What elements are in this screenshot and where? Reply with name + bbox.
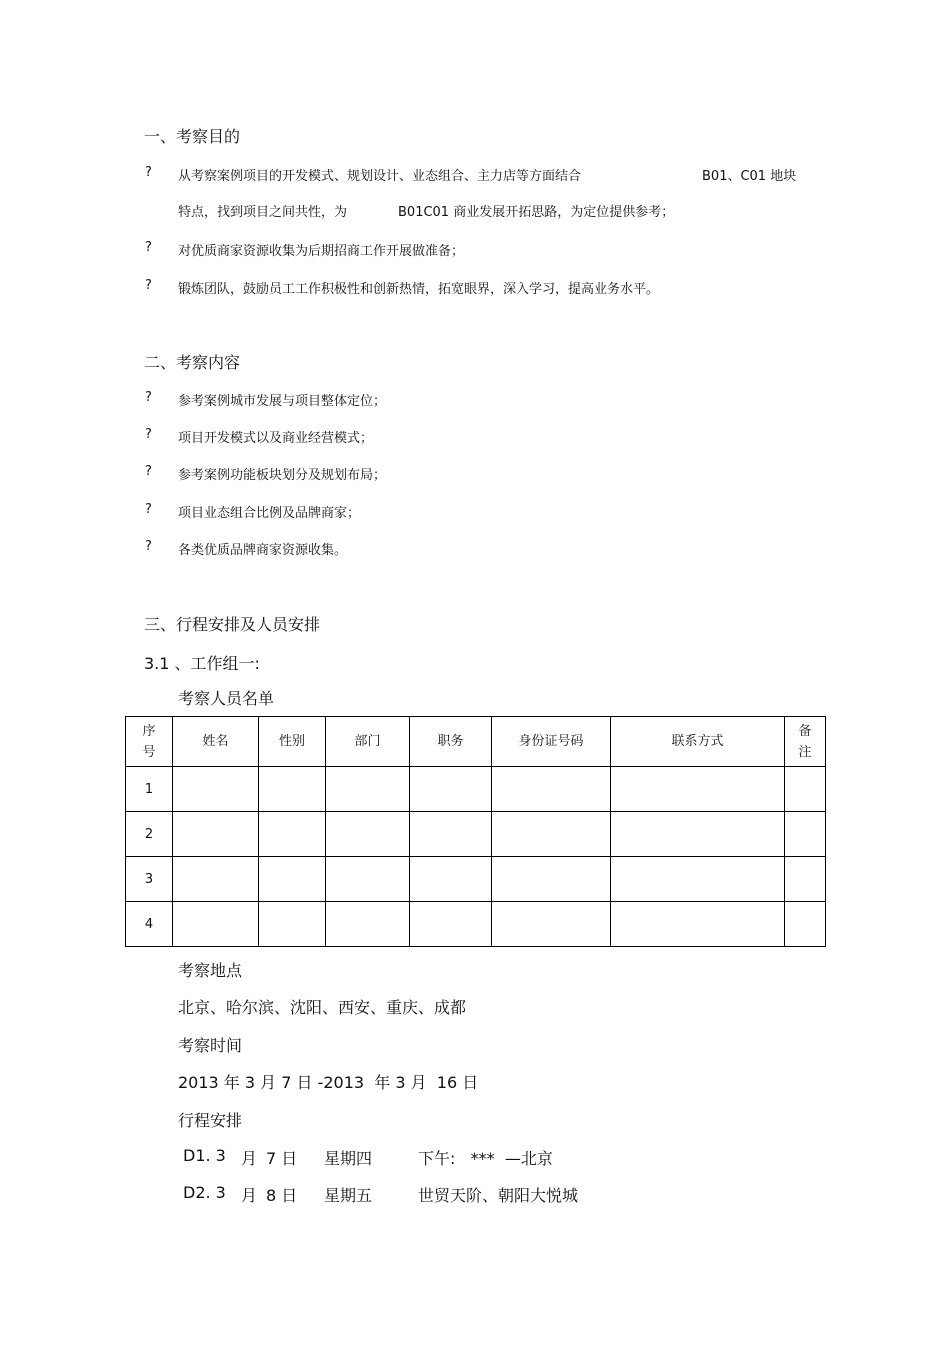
- time-label: 考察时间: [178, 1036, 243, 1055]
- section-3-title: 三、行程安排及人员安排: [144, 615, 321, 634]
- day-code: D1. 3: [183, 1146, 226, 1165]
- bullet: ?: [145, 464, 152, 479]
- s1-item-1-line-1-tail: B01、C01 地块: [702, 169, 797, 184]
- table-row: [126, 767, 826, 812]
- table-row: [126, 857, 826, 902]
- roster-table: [125, 716, 826, 947]
- plan: 下午: *** —北京: [418, 1149, 553, 1168]
- s1-item-1-line-1: 从考察案例项目的开发模式、规划设计、业态组合、主力店等方面结合: [178, 169, 582, 184]
- s1-item-1-line-2-tail: B01C01 商业发展开拓思路，为定位提供参考；: [398, 205, 675, 220]
- day-code: D2. 3: [183, 1183, 226, 1202]
- col-header-gender: 性别: [259, 717, 326, 767]
- plan: 世贸天阶、朝阳大悦城: [418, 1186, 579, 1205]
- day-of-month: 8 日: [266, 1186, 298, 1205]
- s1-item-3: 锻炼团队，鼓励员工工作积极性和创新热情，拓宽眼界，深入学习，提高业务水平。: [178, 282, 660, 297]
- s2-item-3: 参考案例功能板块划分及规划布局；: [178, 468, 387, 483]
- table-row: [126, 902, 826, 947]
- s1-item-1-line-2: 特点，找到项目之间共性，为: [178, 205, 348, 220]
- weekday: 星期五: [324, 1186, 373, 1205]
- s2-item-5: 各类优质品牌商家资源收集。: [178, 543, 348, 558]
- weekday: 星期四: [324, 1149, 373, 1168]
- col-header-name: 姓名: [173, 717, 259, 767]
- place-label: 考察地点: [178, 961, 243, 980]
- month-unit: 月: [241, 1186, 258, 1205]
- place-value: 北京、哈尔滨、沈阳、西安、重庆、成都: [178, 998, 467, 1017]
- bullet: ?: [145, 427, 152, 442]
- s1-item-2: 对优质商家资源收集为后期招商工作开展做准备；: [178, 244, 465, 259]
- subsection-title: 3.1 、工作组一:: [144, 654, 260, 673]
- s2-item-1: 参考案例城市发展与项目整体定位；: [178, 394, 387, 409]
- table-row: [126, 812, 826, 857]
- col-header-department: 部门: [326, 717, 410, 767]
- section-1-title: 一、考察目的: [144, 127, 241, 146]
- time-value: 2013 年 3 月 7 日 -2013 年 3 月 16 日: [178, 1073, 479, 1092]
- col-header-contact: 联系方式: [611, 717, 785, 767]
- row-index: 1: [126, 767, 173, 812]
- itinerary-label: 行程安排: [178, 1111, 243, 1130]
- bullet: ?: [145, 502, 152, 517]
- bullet: ?: [145, 165, 152, 180]
- col-header-id-number: 身份证号码: [492, 717, 611, 767]
- bullet: ?: [145, 390, 152, 405]
- table-header-row: [126, 717, 826, 767]
- s2-item-4: 项目业态组合比例及品牌商家；: [178, 506, 361, 521]
- bullet: ?: [145, 539, 152, 554]
- col-header-position: 职务: [410, 717, 492, 767]
- row-index: 3: [126, 857, 173, 902]
- col-header-index: 序 号: [126, 717, 173, 767]
- list-title: 考察人员名单: [178, 689, 275, 708]
- section-2-title: 二、考察内容: [144, 353, 241, 372]
- s2-item-2: 项目开发模式以及商业经营模式；: [178, 431, 374, 446]
- col-header-remarks: 备 注: [785, 717, 826, 767]
- row-index: 4: [126, 902, 173, 947]
- bullet: ?: [145, 240, 152, 255]
- day-of-month: 7 日: [266, 1149, 298, 1168]
- bullet: ?: [145, 278, 152, 293]
- month-unit: 月: [241, 1149, 258, 1168]
- row-index: 2: [126, 812, 173, 857]
